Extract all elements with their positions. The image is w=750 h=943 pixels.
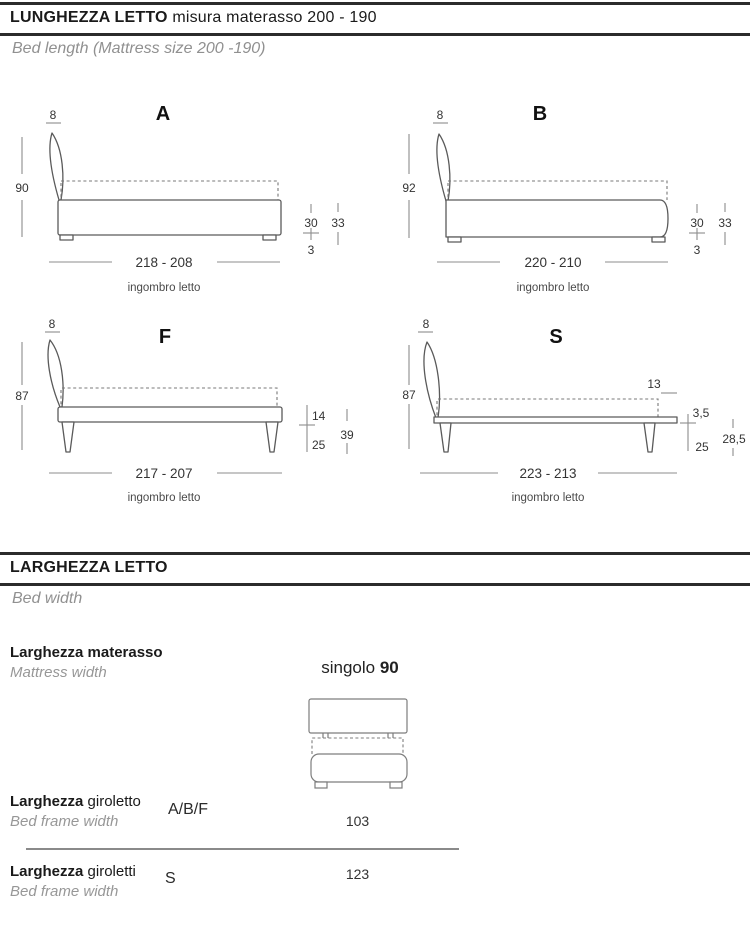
frame-width-abf-label-en: Bed frame width [10, 813, 119, 830]
bed-s-overhang-13: 13 [647, 377, 661, 391]
length-title-bold: LUNGHEZZA LETTO [10, 9, 168, 26]
front-foot-left [315, 782, 327, 788]
frame-width-s-models: S [165, 870, 176, 887]
frame-width-abf-label-it [10, 793, 141, 810]
bed-s-label: S [549, 326, 563, 348]
bed-b-foot-right [652, 237, 665, 242]
width-section-top-rule [0, 552, 750, 555]
bed-b-footprint-label: ingombro letto [516, 282, 590, 294]
bed-f-leg-left [62, 422, 74, 452]
width-section-title [10, 559, 168, 577]
bed-f-dim-25: 25 [312, 438, 326, 452]
frame-width-s-label-it [10, 863, 136, 880]
bed-f-frame [58, 407, 282, 422]
length-title-rule [0, 33, 750, 36]
bed-a-length-range: 218 - 208 [135, 255, 193, 270]
length-subtitle: Bed length (Mattress size 200 -190) [12, 40, 266, 57]
bed-length-diagrams [0, 95, 750, 515]
bed-a-foot-left [60, 235, 73, 240]
bed-a-headboard-thickness: 8 [49, 108, 57, 122]
mattress-size-number: 90 [379, 658, 399, 677]
bed-f-diagram [15, 317, 354, 504]
bed-b-dim-33: 33 [718, 216, 732, 230]
front-mattress-dashed [312, 738, 403, 754]
mattress-width-label-en: Mattress width [10, 664, 107, 681]
bed-s-dim-25: 25 [695, 440, 709, 454]
frame-rows-divider [26, 848, 459, 850]
bed-a-height: 90 [15, 181, 29, 195]
bed-f-mattress-dashed [62, 388, 277, 407]
bed-a-dim-3: 3 [307, 243, 315, 257]
bed-s-headboard-thickness: 8 [422, 317, 430, 331]
bed-b-dim-30: 30 [690, 216, 704, 230]
bed-f-length-range: 217 - 207 [135, 466, 193, 481]
front-headboard [309, 699, 407, 733]
frame-width-abf-value: 103 [345, 813, 370, 829]
bed-s-height: 87 [402, 388, 416, 402]
bed-b-diagram [402, 103, 732, 294]
bed-a-foot-right [263, 235, 276, 240]
bed-a-mattress-dashed [61, 181, 278, 200]
bed-f-dim-39: 39 [340, 428, 354, 442]
front-frame [311, 754, 407, 782]
bed-f-height: 87 [15, 389, 29, 403]
frame-width-s-value: 123 [345, 866, 370, 882]
frame-width-s-label-bold: Larghezza [10, 863, 84, 880]
bed-s-footprint-label: ingombro letto [511, 492, 585, 504]
bed-b-height: 92 [402, 181, 416, 195]
mattress-width-label-it [10, 644, 163, 661]
bed-b-dim-3: 3 [693, 243, 701, 257]
bed-s-length-range: 223 - 213 [519, 466, 577, 481]
frame-width-abf-models: A/B/F [168, 801, 209, 818]
top-rule [0, 2, 750, 5]
bed-a-label: A [155, 103, 171, 125]
bed-s-diagram [402, 317, 746, 504]
bed-f-dim-14: 14 [312, 409, 326, 423]
mattress-size-value [280, 658, 440, 678]
frame-width-abf-label-bold: Larghezza [10, 793, 84, 810]
bed-front-view-diagram [298, 697, 422, 793]
bed-a-footprint-label: ingombro letto [127, 282, 201, 294]
bed-b-frame [446, 200, 668, 237]
bed-a-frame [58, 200, 281, 235]
front-foot-right [390, 782, 402, 788]
bed-s-platform [434, 417, 677, 423]
bed-s-dim-28-5: 28,5 [722, 432, 746, 446]
mattress-size-name: singolo [321, 658, 376, 677]
bed-b-label: B [532, 103, 548, 125]
bed-f-headboard-thickness: 8 [48, 317, 56, 331]
bed-b-headboard-thickness: 8 [436, 108, 444, 122]
bed-b-foot-left [448, 237, 461, 242]
bed-s-leg-right [644, 423, 655, 452]
bed-s-leg-left [440, 423, 451, 452]
bed-f-label: F [158, 326, 172, 348]
frame-width-s-label-rest: giroletti [87, 863, 136, 880]
width-title-rule [0, 583, 750, 586]
frame-width-abf-label-rest: giroletto [87, 793, 141, 810]
width-title-bold: LARGHEZZA LETTO [10, 559, 168, 576]
bed-b-mattress-dashed [448, 181, 667, 200]
bed-a-dim-33: 33 [331, 216, 345, 230]
frame-width-s-label-en: Bed frame width [10, 883, 119, 900]
width-subtitle: Bed width [12, 590, 83, 607]
bed-f-footprint-label: ingombro letto [127, 492, 201, 504]
bed-s-mattress-dashed [438, 399, 658, 417]
bed-a-diagram [15, 103, 345, 294]
bed-f-leg-right [266, 422, 278, 452]
length-section-title [10, 9, 377, 27]
bed-b-length-range: 220 - 210 [524, 255, 582, 270]
length-title-regular: misura materasso 200 - 190 [172, 9, 377, 26]
bed-s-dim-3-5: 3,5 [692, 406, 710, 420]
bed-a-dim-30: 30 [304, 216, 318, 230]
mattress-width-label-bold: Larghezza materasso [10, 644, 163, 661]
